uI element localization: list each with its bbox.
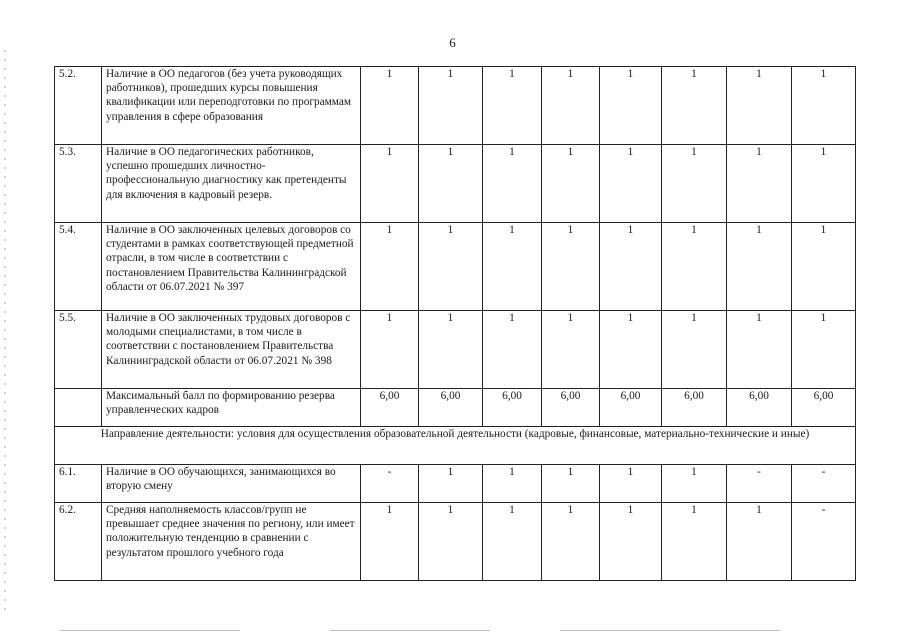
score-cell: 1 — [727, 503, 792, 581]
score-cell: 6,00 — [727, 389, 792, 427]
criterion-description: Максимальный балл по формированию резерва управленческих кадров — [102, 389, 361, 427]
table-row — [55, 311, 856, 389]
page-number: 6 — [449, 35, 456, 50]
criteria-table — [54, 66, 856, 581]
total-row — [55, 389, 856, 427]
row-number: 5.2. — [55, 67, 102, 145]
score-cell: 1 — [792, 145, 856, 223]
score-cell: - — [727, 465, 792, 503]
score-cell: 1 — [792, 311, 856, 389]
score-cell: 1 — [483, 503, 542, 581]
score-cell: 6,00 — [419, 389, 483, 427]
row-number — [55, 389, 102, 427]
score-cell: 6,00 — [662, 389, 727, 427]
score-cell: 1 — [419, 145, 483, 223]
score-cell: 1 — [542, 145, 600, 223]
criterion-description: Наличие в ОО педагогов (без учета руководящих работников), прошедших курсы повышения квалификации или переподготовки по программам управления в сфере образования — [102, 67, 361, 145]
row-number: 6.1. — [55, 465, 102, 503]
score-cell: 1 — [419, 67, 483, 145]
score-cell: 6,00 — [542, 389, 600, 427]
score-cell: 1 — [727, 311, 792, 389]
score-cell: 1 — [542, 465, 600, 503]
score-cell: - — [792, 503, 856, 581]
score-cell: 6,00 — [792, 389, 856, 427]
score-cell: 1 — [600, 145, 662, 223]
score-cell: 1 — [361, 503, 419, 581]
score-cell: 1 — [662, 465, 727, 503]
margin-scan-marks — [4, 50, 6, 610]
score-cell: 6,00 — [483, 389, 542, 427]
score-cell: 1 — [542, 67, 600, 145]
score-cell: 1 — [542, 503, 600, 581]
section-title: Направление деятельности: условия для осуществления образовательной деятельности (кадровые, финансовые, материально-технические и иные) — [55, 427, 856, 465]
score-cell: 1 — [600, 223, 662, 311]
score-cell: 1 — [542, 311, 600, 389]
score-cell: 1 — [483, 67, 542, 145]
score-cell: 1 — [483, 465, 542, 503]
score-cell: 1 — [662, 223, 727, 311]
table-row — [55, 465, 856, 503]
row-number: 6.2. — [55, 503, 102, 581]
score-cell: 1 — [792, 67, 856, 145]
row-number: 5.5. — [55, 311, 102, 389]
scan-bottom-edge — [0, 624, 905, 640]
score-cell: 1 — [361, 145, 419, 223]
criterion-description: Наличие в ОО заключенных целевых договоров со студентами в рамках соответствующей предметной отрасли, в том числе в соответствии с постановлением Правительства Калининградской области от 06.07.2021 № 397 — [102, 223, 361, 311]
criterion-description: Средняя наполняемость классов/групп не превышает среднее значения по региону, или имеет положительную тенденцию в сравнении с результатом прошлого учебного года — [102, 503, 361, 581]
score-cell: 1 — [483, 145, 542, 223]
row-number: 5.3. — [55, 145, 102, 223]
score-cell: 1 — [419, 465, 483, 503]
table-row — [55, 145, 856, 223]
score-cell: 1 — [727, 223, 792, 311]
score-cell: 1 — [662, 311, 727, 389]
score-cell: 1 — [600, 311, 662, 389]
score-cell: 1 — [600, 503, 662, 581]
criterion-description: Наличие в ОО заключенных трудовых договоров с молодыми специалистами, в том числе в соответствии с постановлением Правительства Калининградской области от 06.07.2021 № 398 — [102, 311, 361, 389]
score-cell: 1 — [662, 503, 727, 581]
score-cell: 1 — [361, 311, 419, 389]
section-header-row — [55, 427, 856, 465]
score-cell: 1 — [361, 223, 419, 311]
score-cell: 6,00 — [361, 389, 419, 427]
score-cell: 6,00 — [600, 389, 662, 427]
table-row — [55, 67, 856, 145]
score-cell: 1 — [662, 67, 727, 145]
score-cell: 1 — [600, 67, 662, 145]
score-cell: 1 — [792, 223, 856, 311]
score-cell: 1 — [483, 311, 542, 389]
table-row — [55, 223, 856, 311]
score-cell: 1 — [419, 503, 483, 581]
score-cell: 1 — [727, 145, 792, 223]
score-cell: 1 — [662, 145, 727, 223]
score-cell: 1 — [361, 67, 419, 145]
table-row — [55, 503, 856, 581]
score-cell: 1 — [600, 465, 662, 503]
score-cell: 1 — [542, 223, 600, 311]
score-cell: 1 — [419, 311, 483, 389]
score-cell: 1 — [483, 223, 542, 311]
criterion-description: Наличие в ОО обучающихся, занимающихся во вторую смену — [102, 465, 361, 503]
score-cell: - — [792, 465, 856, 503]
score-cell: 1 — [419, 223, 483, 311]
criterion-description: Наличие в ОО педагогических работников, успешно прошедших личностно-профессиональную диагностику как претенденты для включения в кадровый резерв. — [102, 145, 361, 223]
score-cell: 1 — [727, 67, 792, 145]
row-number: 5.4. — [55, 223, 102, 311]
score-cell: - — [361, 465, 419, 503]
